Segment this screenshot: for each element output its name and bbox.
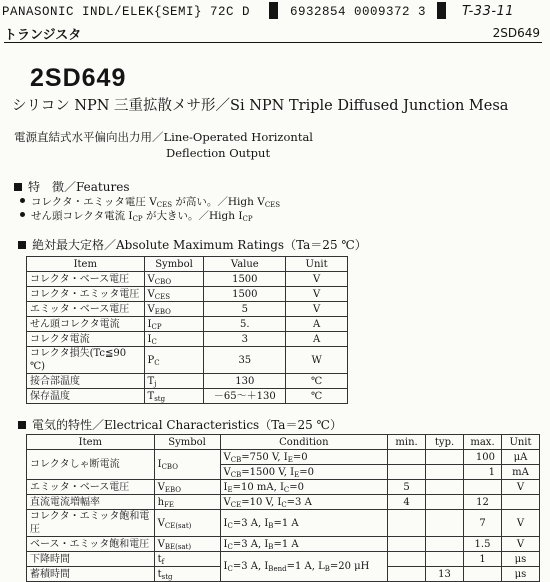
table-row: 直流電流増幅率 $h_{FE}$ $V_{CE}=10$ V, $I_C=3$ A 4 12 — [27, 495, 540, 510]
table-row: コレクタ電流 $I_C$ 3 A — [27, 332, 348, 347]
abs-max-table — [26, 256, 348, 404]
application-line-2: Deflection Output — [166, 146, 271, 160]
table-row: コレクタしゃ断電流 $I_{CBO}$ $V_{CB}=750$ V, $I_E=0$ 100 μA — [27, 450, 540, 465]
table-row: コレクタ損失(Tc≦90 ℃) $P_C$ 35 W — [27, 347, 348, 374]
table-header-row: Item Symbol Condition min. typ. max. Unit — [27, 435, 540, 450]
elec-table — [26, 434, 540, 582]
condition-cell: $I_C=3$ A, $I_B=1$ A — [220, 537, 388, 552]
table-row: コレクタ・エミッタ電圧 $V_{CES}$ 1500 V — [27, 287, 348, 302]
header-left-text: PANASONIC INDL/ELEK{SEMI} 72C D — [2, 5, 251, 19]
bullet-icon — [20, 212, 25, 217]
elec-heading: 電気的特性／Electrical Characteristics（Ta＝25 ℃） — [18, 416, 342, 433]
table-row: エミッタ・ベース電圧 $V_{EBO}$ $I_E=10$ mA, $I_C=0$ 5 V — [27, 480, 540, 495]
table-row: コレクタ・ベース電圧 $V_{CBO}$ 1500 V — [27, 272, 348, 287]
features-heading: 特 徴／Features — [14, 178, 129, 195]
table-row: 蓄積時間 $t_{stg}$ 13 μs — [27, 567, 540, 582]
feature-item: コレクタ・エミッタ電圧 $V_{CES}$ が高い。／High $V_{CES}$ — [20, 194, 280, 209]
category-label: トランジスタ — [4, 28, 82, 43]
table-row: エミッタ・ベース電圧 $V_{EBO}$ 5 V — [27, 302, 348, 317]
redaction-block — [437, 2, 446, 19]
table-header-row: Item Symbol Value Unit — [27, 257, 348, 272]
table-row: 下降時間 $t_f$ $I_C=3$ A, $I_{Bend}=1$ A, $L_B=20$ μH 1 μs — [27, 552, 540, 567]
square-bullet-icon — [18, 421, 26, 429]
application-line-1: 電源直結式水平偏向出力用／Line-Operated Horizontal — [14, 130, 313, 144]
page-subtitle: シリコン NPN 三重拡散メサ形／Si NPN Triple Diffused Junction Mesa — [12, 98, 509, 114]
header-codes: 6932854 0009372 3 — [290, 5, 427, 19]
table-row: せん頭コレクタ電流 $I_{CP}$ 5. A — [27, 317, 348, 332]
model-top: 2SD649 — [492, 26, 540, 40]
condition-cell: $V_{CB}=1500$ V, $I_E=0$ — [220, 465, 388, 480]
condition-cell: $I_E=10$ mA, $I_C=0$ — [220, 480, 388, 495]
square-bullet-icon — [18, 241, 26, 249]
table-row: $V_{CB}=1500$ V, $I_E=0$ 1 mA — [27, 465, 540, 480]
condition-cell: $V_{CB}=750$ V, $I_E=0$ — [220, 450, 388, 465]
handwritten-code: T-33-11 — [462, 4, 515, 19]
table-row: コレクタ・エミッタ飽和電圧 $V_{CE(sat)}$ $I_C=3$ A, $I_B=1$ A 7 V — [27, 510, 540, 537]
redaction-block — [269, 2, 278, 19]
square-bullet-icon — [14, 183, 22, 191]
page-title: 2SD649 — [30, 64, 127, 92]
header-line — [2, 2, 514, 19]
feature-item: せん頭コレクタ電流 $I_{CP}$ が大きい。／High $I_{CP}$ — [20, 208, 253, 223]
category-row — [4, 24, 542, 43]
condition-cell: $I_C=3$ A, $I_{Bend}=1$ A, $L_B=20$ μH — [220, 552, 388, 582]
bullet-icon — [20, 198, 25, 203]
condition-cell: $V_{CE}=10$ V, $I_C=3$ A — [220, 495, 388, 510]
abs-max-heading: 絶対最大定格／Absolute Maximum Ratings（Ta＝25 ℃） — [18, 236, 367, 253]
table-row: ベース・エミッタ飽和電圧 $V_{BE(sat)}$ $I_C=3$ A, $I_B=1$ A 1.5 V — [27, 537, 540, 552]
table-row: 保存温度 $T_{stg}$ －65～＋130 ℃ — [27, 389, 348, 404]
table-row: 接合部温度 $T_j$ 130 ℃ — [27, 374, 348, 389]
condition-cell: $I_C=3$ A, $I_B=1$ A — [220, 510, 388, 537]
